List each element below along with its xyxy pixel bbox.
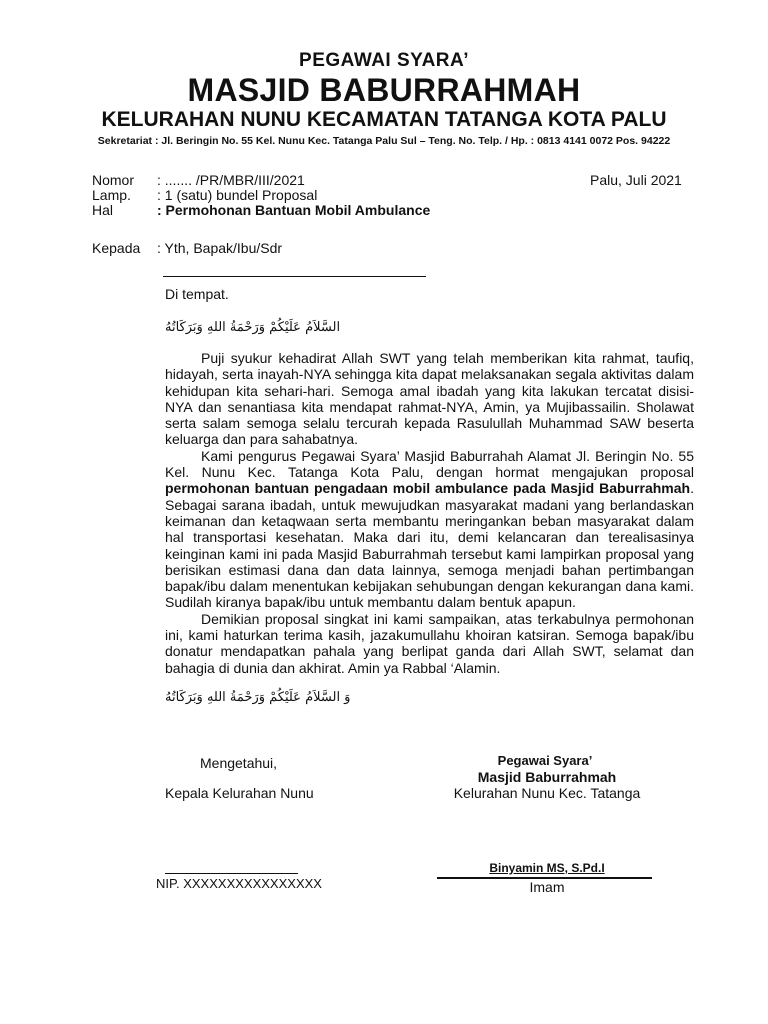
paragraph-3-text: Demikian proposal singkat ini kami sampaikan, atas terkabulnya permohonan ini, kami haturkan terima kasih, jazakumullahu khoiran katsiran. Semoga bapak/ibu donatur mendapatkan pahala yang berlipat ganda dari Allah SWT, selamat dan bahagia di dunia dan akhirat. Amin ya Rabbal ‘Alamin. [165,610,694,676]
sign-right-role: Imam [529,879,565,895]
sign-left-nip: NIP. XXXXXXXXXXXXXXXX [156,876,322,891]
letter-body [165,350,694,676]
kepada-value: : Yth, Bapak/Ibu/Sdr [157,240,283,256]
hal-value: : Permohonan Bantuan Mobil Ambulance [157,202,431,218]
recipient-line [163,276,426,277]
lamp-label: Lamp. [92,187,131,203]
letterhead-line1: PEGAWAI SYARA’ [299,50,469,71]
nomor-value: : ....... /PR/MBR/III/2021 [157,172,305,188]
paragraph-1 [165,350,694,448]
hal-label: Hal [92,202,114,218]
lamp-value: : 1 (satu) bundel Proposal [157,187,318,203]
greeting-open: السَّلاَمُ عَلَيْكُمْ وَرَحْمَةُ اللهِ وَبَرَكَاتُهُ [165,320,341,335]
letter-date: Palu, Juli 2021 [590,172,682,188]
paragraph-3 [165,611,694,676]
sign-left-heading: Mengetahui, [200,755,278,771]
paragraph-1-text: Puji syukur kehadirat Allah SWT yang telah memberikan kita rahmat, taufiq, hidayah, serta inayah-NYA sehingga kita dapat melaksanakan segala aktivitas dalam kehidupan kita sehari-hari. Semoga amal ibadah yang kita lakukan tercatat disisi-NYA dan senantiasa kita mendapat rahmat-NYA, Amin, ya Mujibassailin. Sholawat serta salam semoga selalu tercurah kepada Rasulullah Muhammad SAW beserta keluarga dan para sahabatnya. [165,350,694,448]
sign-right-org1: Pegawai Syara’ [497,753,593,768]
nomor-label: Nomor [92,172,135,188]
letterhead-secretariat: Sekretariat : Jl. Beringin No. 55 Kel. Nunu Kec. Tatanga Palu Sul – Teng. No. Telp. / Hp. : 0813 4141 0072 Pos. 94222 [97,135,671,147]
sign-right-org2: Masjid Baburrahmah [477,769,617,785]
sign-right-area: Kelurahan Nunu Kec. Tatanga [453,785,641,801]
greeting-close: وَ السَّلاَمُ عَلَيْكُمْ وَرَحْمَةُ اللهِ وَبَرَكَاتُهُ [165,690,351,705]
kepada-label: Kepada [92,240,141,256]
letterhead-mosque-name: MASJID BABURRAHMAH [187,72,581,108]
paragraph-2-bold: permohonan bantuan pengadaan mobil ambulance pada Masjid Baburrahmah [165,480,691,497]
letterhead-address-line: KELURAHAN NUNU KECAMATAN TATANGA KOTA PALU [101,108,667,131]
paragraph-2-text-b: . Sebagai sarana ibadah, untuk mewujudkan masyarakat madani yang berlandaskan keimanan dan ketaqwaan serta membantu meringankan beban masyarakat dalam hal transportasi kesehatan. Maka dari itu, demi kelancaran dan terealisasinya keinginan kami ini pada Masjid Baburrahmah tersebut kami lampirkan proposal yang berisikan estimasi dana dan data lainnya, semoga menjadi bahan pertimbangan bapak/ibu dalam menentukan kebijakan sehubungan dengan kekurangan dana kami. Sudilah kiranya bapak/ibu untuk membantu dalam bentuk apapun. [165,480,694,611]
sign-left-title: Kepala Kelurahan Nunu [165,785,314,801]
sign-right-name: Binyamin MS, S.Pd.I [489,861,605,875]
paragraph-2-text-a: Kami pengurus Pegawai Syara’ Masjid Baburrahah Alamat Jl. Beringin No. 55 Kel. Nunu Kec. Tatanga Kota Palu, dengan hormat mengajukan proposal [165,447,694,481]
place-text: Di tempat. [165,286,229,302]
paragraph-2 [165,448,694,611]
